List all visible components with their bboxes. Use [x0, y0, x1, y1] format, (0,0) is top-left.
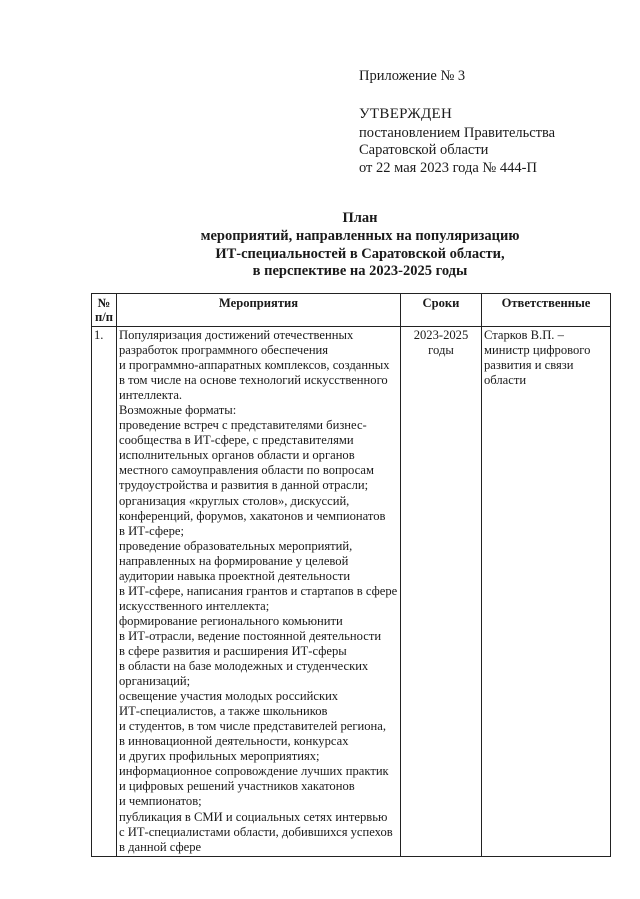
activity-line: разработок программного обеспечения [119, 343, 329, 358]
activity-line: проведение образовательных мероприятий, [119, 538, 353, 553]
activity-line: ИТ-специалистов, а также школьников [119, 704, 328, 719]
activity-line: направленных на формирование у целевой [119, 553, 349, 568]
row-terms [401, 327, 482, 857]
row-number: 1. [92, 327, 117, 857]
approval-line: постановлением Правительства [359, 124, 556, 141]
title-line: План [342, 210, 378, 226]
activity-line: публикация в СМИ и социальных сетях интервью [119, 809, 388, 824]
activity-line: местного самоуправления области по вопросам [119, 463, 374, 478]
responsible-line: области [484, 373, 527, 388]
activity-line: освещение участия молодых российских [119, 689, 339, 704]
title-line: мероприятий, направленных на популяризацию [200, 227, 520, 244]
header-terms: Сроки [401, 294, 482, 327]
activity-line: в ИТ-сфере, написания грантов и стартапов в сфере [119, 583, 398, 598]
activity-line: трудоустройства и развития в данной отрасли; [119, 478, 369, 493]
activity-line: в ИТ-отрасли, ведение постоянной деятельности [119, 628, 382, 643]
activity-line: в данной сфере [119, 839, 202, 854]
activity-line: в ИТ-сфере; [119, 523, 184, 538]
title-line: ИТ-специальностей в Саратовской области, [215, 245, 505, 262]
appendix-label: Приложение № 3 [359, 68, 466, 84]
activity-line: проведение встреч с представителями бизнес- [119, 418, 367, 433]
activity-line: Популяризация достижений отечественных [119, 328, 354, 342]
responsible-line: Старков В.П. – [484, 328, 564, 342]
term-line: 2023-2025 [413, 328, 469, 342]
table-row [92, 327, 611, 857]
approval-heading: УТВЕРЖДЕН [359, 106, 453, 122]
plan-table [91, 293, 611, 857]
activity-line: с ИТ-специалистами области, добившихся успехов [119, 824, 393, 839]
activity-line: в инновационной деятельности, конкурсах [119, 734, 349, 749]
activity-line: и студентов, в том числе представителей региона, [119, 719, 387, 734]
activity-line: в сфере развития и расширения ИТ-сферы [119, 643, 347, 658]
plan-title [110, 210, 610, 281]
activity-line: и цифровых решений участников хакатонов [119, 779, 355, 794]
row-activity [117, 327, 401, 857]
activity-line: аудитории навыка проектной деятельности [119, 568, 351, 583]
table-header-row [92, 294, 611, 327]
activity-line: сообщества в ИТ-сфере, с представителями [119, 433, 354, 448]
title-line: в перспективе на 2023-2025 годы [252, 263, 468, 280]
activity-line: и других профильных мероприятиях; [119, 749, 320, 764]
activity-line: организация «круглых столов», дискуссий, [119, 493, 350, 508]
activity-line: организаций; [119, 674, 191, 689]
activity-line: интеллекта. [119, 388, 183, 403]
row-responsible [482, 327, 611, 857]
header-responsible: Ответственные [482, 294, 611, 327]
activity-line: формирование регионального комьюнити [119, 613, 343, 628]
responsible-line: развития и связи [484, 358, 574, 373]
approval-block [359, 106, 555, 177]
header-activities: Мероприятия [117, 294, 401, 327]
activity-line: исполнительных органов области и органов [119, 448, 355, 463]
approval-line: от 22 мая 2023 года № 444-П [359, 159, 537, 176]
activity-line: и чемпионатов; [119, 794, 202, 809]
activity-line: в области на базе молодежных и студенческих [119, 659, 369, 674]
approval-line: Саратовской области [359, 142, 489, 159]
term-line: годы [428, 343, 454, 358]
activity-line: конференций, форумов, хакатонов и чемпионатов [119, 508, 386, 523]
activity-line: информационное сопровождение лучших практик [119, 764, 389, 779]
header-num: № п/п [92, 294, 117, 327]
responsible-line: министр цифрового [484, 343, 591, 358]
activity-line: и программно-аппаратных комплексов, созданных [119, 358, 390, 373]
activity-line: Возможные форматы: [119, 403, 237, 418]
activity-line: в том числе на основе технологий искусственного [119, 373, 388, 388]
activity-line: искусственного интеллекта; [119, 598, 270, 613]
